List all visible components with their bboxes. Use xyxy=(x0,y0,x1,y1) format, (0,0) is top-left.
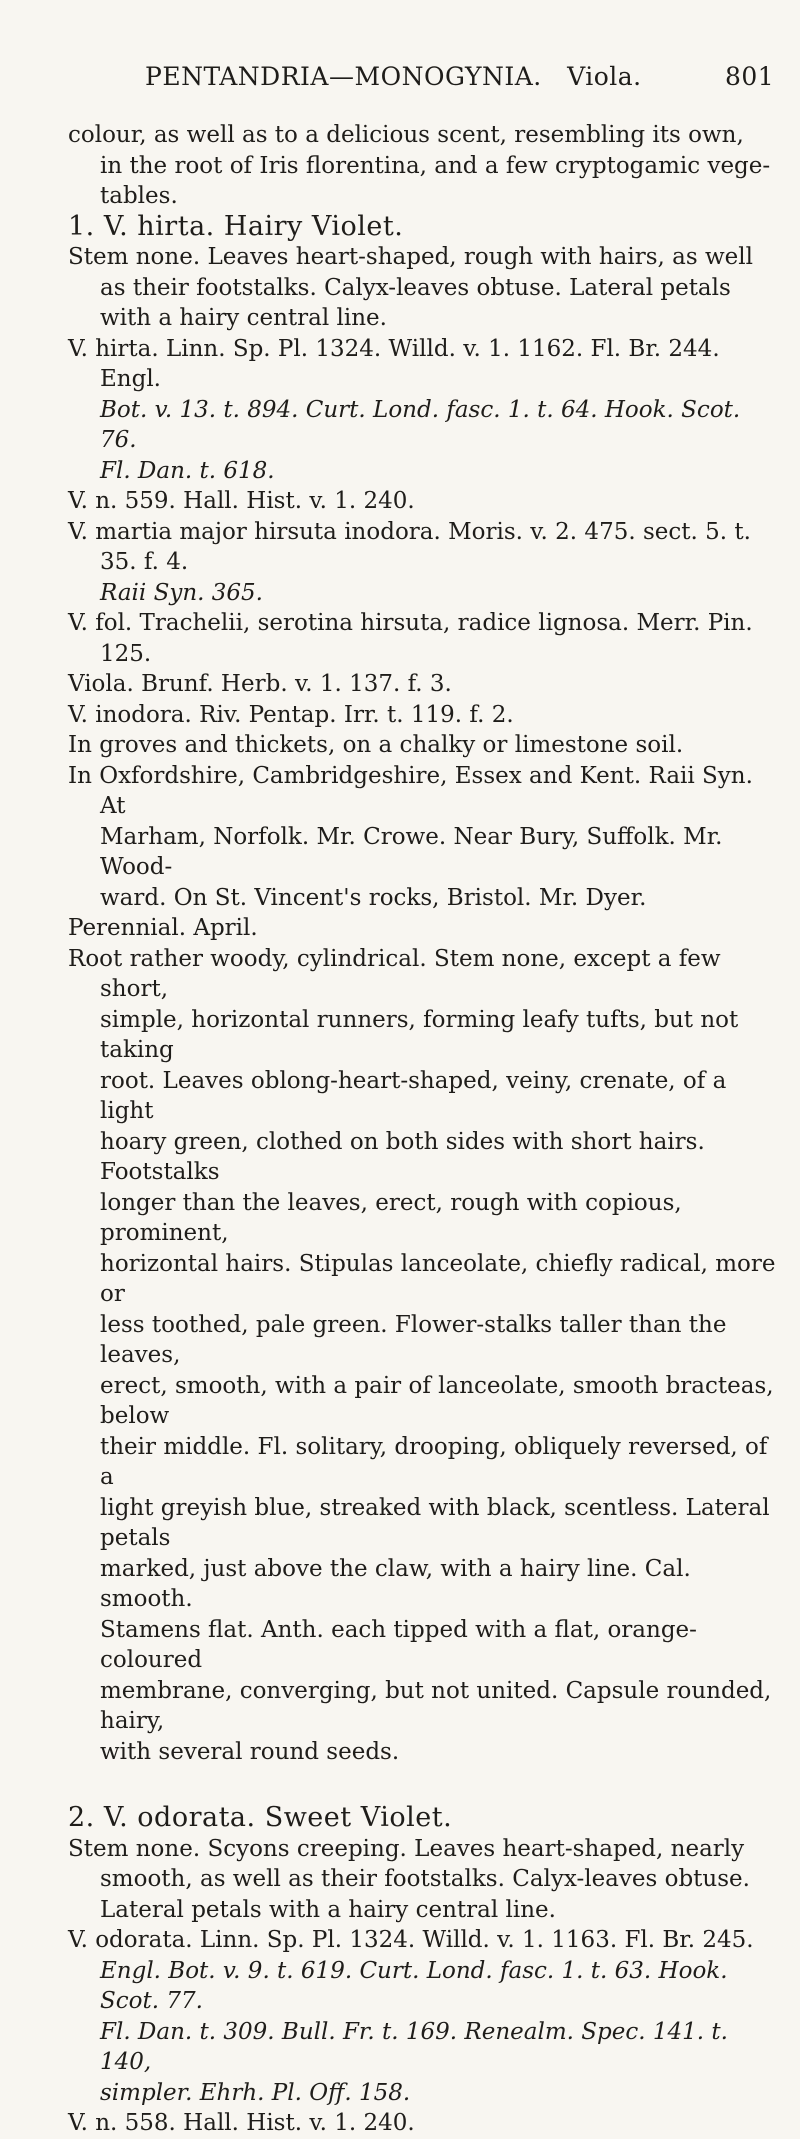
text-line: their middle. Fl. solitary, drooping, obliquely reversed, of a xyxy=(100,1433,768,1490)
text-line: light greyish blue, streaked with black, scentless. Lateral petals xyxy=(100,1494,770,1551)
habitat-line: In groves and thickets, on a chalky or limestone soil. xyxy=(68,732,684,758)
synonym-entry: V. n. 558. Hall. Hist. v. 1. 240. xyxy=(68,2110,415,2136)
synonym-entry: V. inodora. Riv. Pentap. Irr. t. 119. f. 2. xyxy=(68,701,514,728)
text-line: simpler. Ehrh. Pl. Off. 158. xyxy=(100,2079,411,2106)
text-line: Bot. v. 13. t. 894. Curt. Lond. fasc. 1. t. 64. Hook. Scot. 76. xyxy=(100,396,741,453)
species-heading: 1. V. hirta. Hairy Violet. xyxy=(68,210,404,242)
running-head xyxy=(145,62,785,91)
text-line: Stem none. Scyons creeping. Leaves heart-shaped, nearly xyxy=(68,1835,745,1862)
text-line: membrane, converging, but not united. Capsule rounded, hairy, xyxy=(100,1677,772,1734)
synonym-entry: V. fol. Trachelii, serotina hirsuta, radice lignosa. Merr. Pin. 125. xyxy=(68,610,753,667)
section-title: PENTANDRIA—MONOGYNIA. xyxy=(145,62,542,91)
text-line: less toothed, pale green. Flower-stalks taller than the leaves, xyxy=(100,1311,727,1368)
page-number: 801 xyxy=(725,62,775,91)
text-line: Stem none. Leaves heart-shaped, rough with hairs, as well xyxy=(68,244,753,270)
section-gap xyxy=(68,1767,780,1803)
text-line: horizontal hairs. Stipulas lanceolate, chiefly radical, more or xyxy=(100,1250,776,1307)
species-description xyxy=(68,1834,780,1926)
synonym-entry: Viola. Brunf. Herb. v. 1. 137. f. 3. xyxy=(68,671,452,697)
text-line: Raii Syn. 365. xyxy=(100,579,263,606)
synonym-entry: V. n. 559. Hall. Hist. v. 1. 240. xyxy=(68,488,415,514)
text-line: with a hairy central line. xyxy=(100,305,387,331)
genus-label: Viola. xyxy=(567,62,642,91)
text-line: V. hirta. Linn. Sp. Pl. 1324. Willd. v. 1. 1162. Fl. Br. 244. Engl. xyxy=(68,335,720,392)
intro-paragraph xyxy=(68,120,780,212)
text-line: Stamens flat. Anth. each tipped with a flat, orange-coloured xyxy=(100,1616,697,1673)
text-line: Root rather woody, cylindrical. Stem none, except a few short, xyxy=(68,945,721,1002)
text-line: longer than the leaves, erect, rough with copious, prominent, xyxy=(100,1189,682,1246)
duration-line: Perennial. April. xyxy=(68,915,258,941)
text-line: hoary green, clothed on both sides with short hairs. Footstalks xyxy=(100,1128,705,1185)
text-line: marked, just above the claw, with a hairy line. Cal. smooth. xyxy=(100,1555,691,1612)
text-line: simple, horizontal runners, forming leafy tufts, but not taking xyxy=(100,1006,739,1063)
page-body xyxy=(68,120,780,2139)
text-line: V. odorata. Linn. Sp. Pl. 1324. Willd. v. 1. 1163. Fl. Br. 245. xyxy=(68,1927,754,1953)
synonym-entry xyxy=(68,1925,780,2108)
description-paragraph xyxy=(68,944,780,1768)
text-line: erect, smooth, with a pair of lanceolate, smooth bracteas, below xyxy=(100,1372,774,1429)
text-line: ward. On St. Vincent's rocks, Bristol. Mr. Dyer. xyxy=(100,884,647,911)
text-line: V. martia major hirsuta inodora. Moris. v. 2. 475. sect. 5. t. 35. f. 4. xyxy=(68,518,751,575)
text-line: tables. xyxy=(100,183,178,209)
text-line: root. Leaves oblong-heart-shaped, veiny, crenate, of a light xyxy=(100,1067,727,1124)
text-line: Fl. Dan. t. 309. Bull. Fr. t. 169. Renealm. Spec. 141. t. 140, xyxy=(100,2018,728,2075)
species-heading: 2. V. odorata. Sweet Violet. xyxy=(68,1802,453,1833)
text-line: In Oxfordshire, Cambridgeshire, Essex and Kent. Raii Syn. At xyxy=(68,762,753,819)
text-line: Lateral petals with a hairy central line. xyxy=(100,1896,556,1923)
locality-paragraph xyxy=(68,761,780,914)
text-line: Fl. Dan. t. 618. xyxy=(100,457,275,484)
text-line: Marham, Norfolk. Mr. Crowe. Near Bury, Suffolk. Mr. Wood- xyxy=(100,823,723,880)
text-line: colour, as well as to a delicious scent, resembling its own, xyxy=(68,122,744,148)
text-line: with several round seeds. xyxy=(100,1738,400,1765)
synonym-entry xyxy=(68,334,780,487)
text-line: smooth, as well as their footstalks. Calyx-leaves obtuse. xyxy=(100,1866,750,1892)
text-line: as their footstalks. Calyx-leaves obtuse. Lateral petals xyxy=(100,274,731,301)
text-line: Engl. Bot. v. 9. t. 619. Curt. Lond. fasc. 1. t. 63. Hook. Scot. 77. xyxy=(100,1957,728,2014)
synonym-entry xyxy=(68,517,780,609)
species-description xyxy=(68,242,780,334)
text-line: in the root of Iris florentina, and a few cryptogamic vege- xyxy=(100,152,771,179)
